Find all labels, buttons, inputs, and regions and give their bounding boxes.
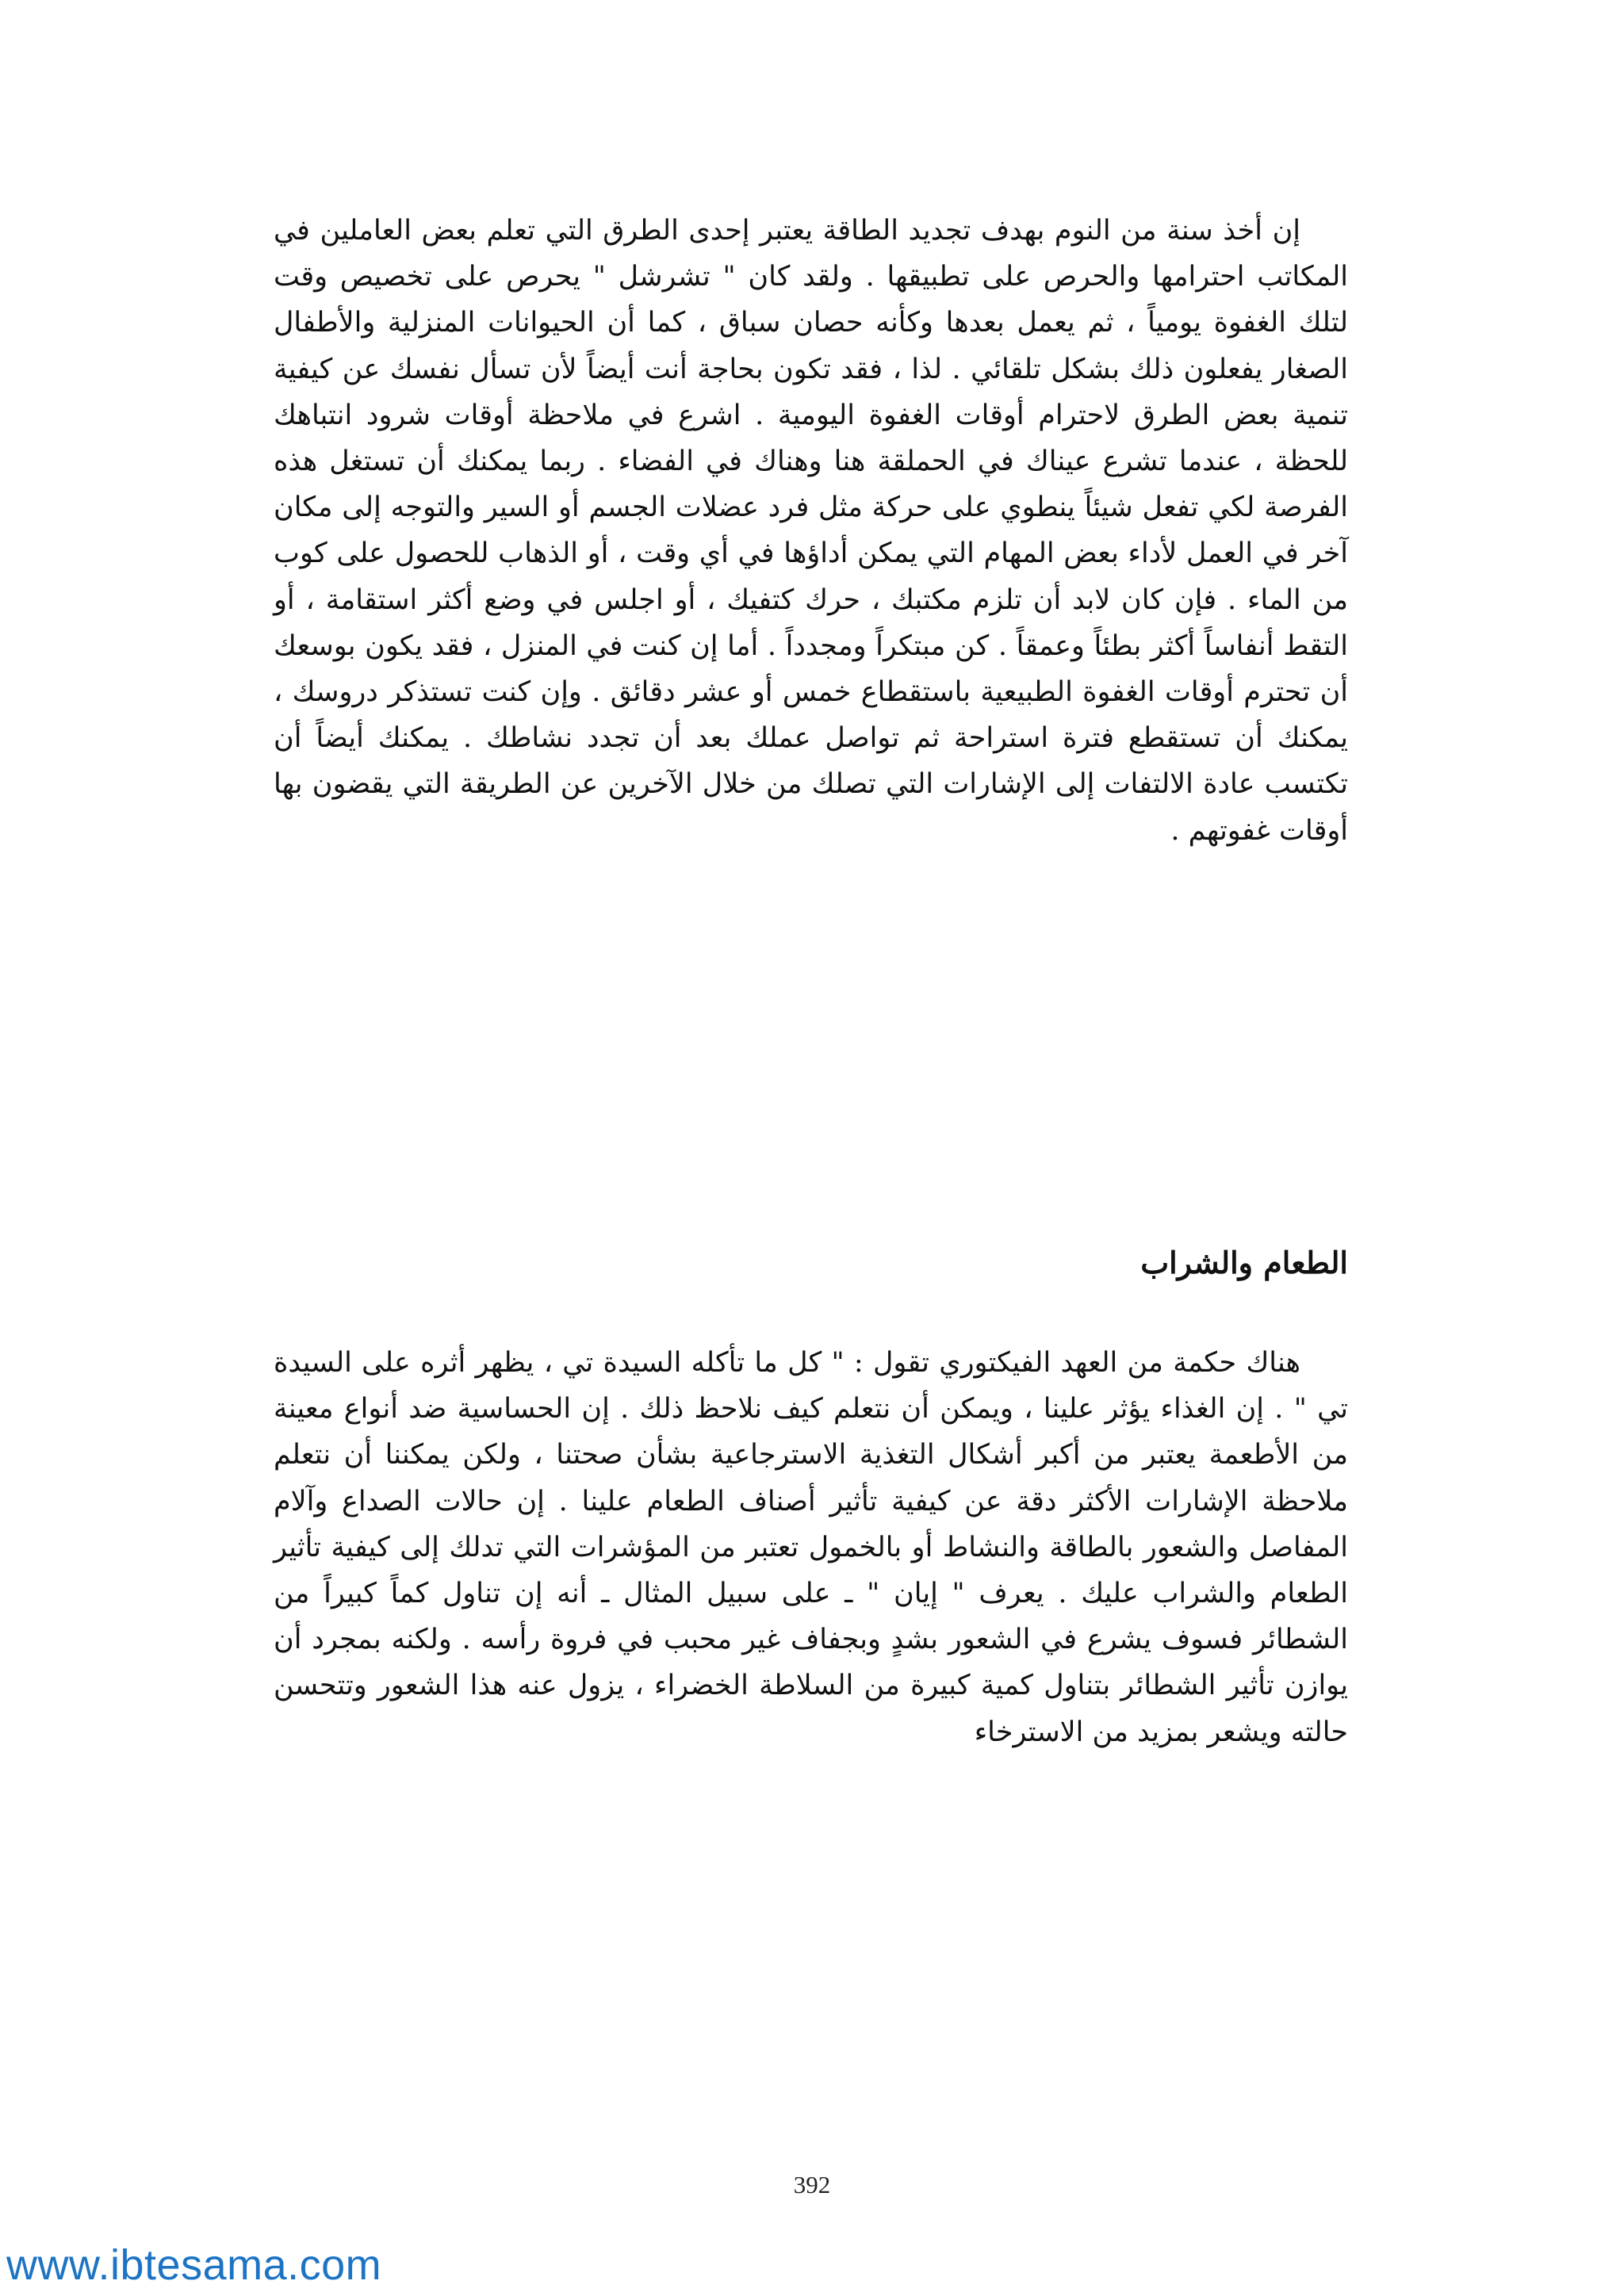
site-watermark: www.ibtesama.com [6, 2241, 382, 2289]
page-number: 392 [793, 2171, 831, 2198]
section-heading: الطعام والشراب [1140, 1244, 1348, 1280]
body-paragraph-nap: إن أخذ سنة من النوم بهدف تجديد الطاقة يعتبر إحدى الطرق التي تعلم بعض العاملين في المكاتب احترامها والحرص على تطبيقها . ولقد كان " تشرشل " يحرص على تخصيص وقت لتلك الغفوة يومياً ، ثم يعمل بعدها وكأنه حصان سباق ، كما أن الحيوانات المنزلية والأطفال الصغار يفعلون ذلك بشكل تلقائي . لذا ، فقد تكون بحاجة أنت أيضاً لأن تسأل نفسك عن كيفية تنمية بعض الطرق لاحترام أوقات الغفوة اليومية . اشرع في ملاحظة أوقات شرود انتباهك للحظة ، عندما تشرع عيناك في الحملقة هنا وهناك في الفضاء . ربما يمكنك أن تستغل هذه الفرصة لكي تفعل شيئاً ينطوي على حركة مثل فرد عضلات الجسم أو السير والتوجه إلى مكان آخر في العمل لأداء بعض المهام التي يمكن أداؤها في أي وقت ، أو الذهاب للحصول على كوب من الماء . فإن كان لابد أن تلزم مكتبك ، حرك كتفيك ، أو اجلس في وضع أكثر استقامة ، أو التقط أنفاساً أكثر بطئاً وعمقاً . كن مبتكراً ومجدداً . أما إن كنت في المنزل ، فقد يكون بوسعك أن تحترم أوقات الغفوة الطبيعية باستقطاع خمس أو عشر دقائق . وإن كنت تستذكر دروسك ، يمكنك أن تستقطع فترة استراحة ثم تواصل عملك بعد أن تجدد نشاطك . يمكنك أيضاً أن تكتسب عادة الالتفات إلى الإشارات التي تصلك من خلال الآخرين عن الطريقة التي يقضون بها أوقات غفوتهم . [274, 215, 1348, 847]
body-paragraph-food: هناك حكمة من العهد الفيكتوري تقول : " كل ما تأكله السيدة تي ، يظهر أثره على السيدة تي " . إن الغذاء يؤثر علينا ، ويمكن أن نتعلم كيف نلاحظ ذلك . إن الحساسية ضد أنواع معينة من الأطعمة يعتبر من أكبر أشكال التغذية الاسترجاعية بشأن صحتنا ، ولكن يمكننا أن نتعلم ملاحظة الإشارات الأكثر دقة عن كيفية تأثير أصناف الطعام علينا . إن حالات الصداع وآلام المفاصل والشعور بالطاقة والنشاط أو بالخمول تعتبر من المؤشرات التي تدلك إلى كيفية تأثير الطعام والشراب عليك . يعرف " إيان " ـ على سبيل المثال ـ أنه إن تناول كماً كبيراً من الشطائر فسوف يشرع في الشعور بشدٍ وبجفاف غير محبب في فروة رأسه . ولكنه بمجرد أن يوازن تأثير الشطائر بتناول كمية كبيرة من السلاطة الخضراء ، يزول عنه هذا الشعور وتتحسن حالته ويشعر بمزيد من الاسترخاء [274, 1347, 1348, 1748]
